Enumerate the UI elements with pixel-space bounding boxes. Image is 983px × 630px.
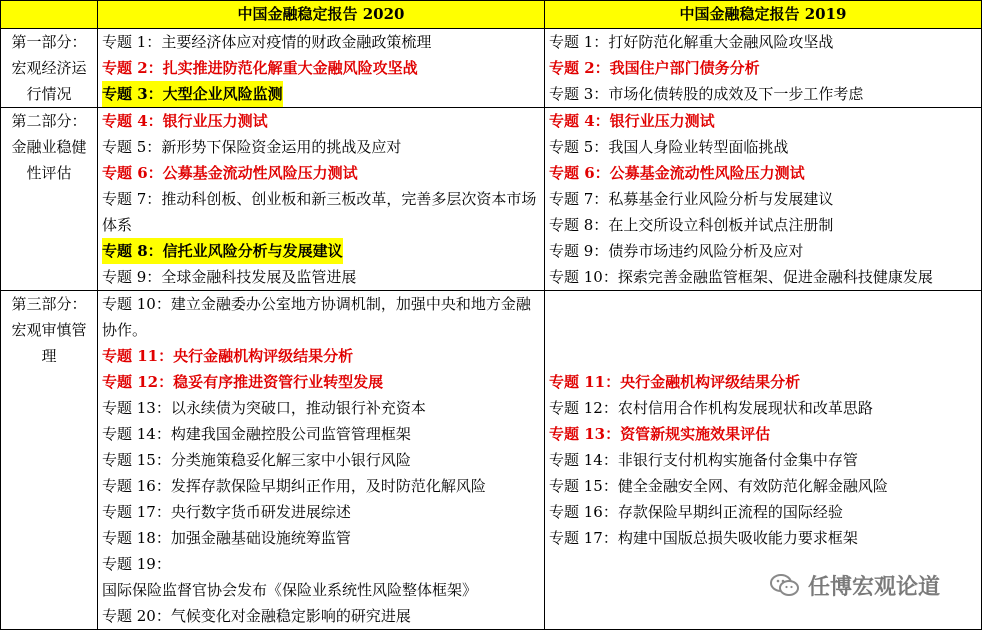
topic-title: 国际保险监督官协会发布《保险业系统性风险整体框架》 bbox=[102, 581, 478, 599]
topic-label: 专题 14： bbox=[549, 451, 618, 469]
topic-2019-12 bbox=[549, 395, 977, 421]
topic-2020-4 bbox=[102, 108, 540, 134]
topic-title: 构建我国金融控股公司监管管理框架 bbox=[170, 425, 411, 443]
topic-title: 银行业压力测试 bbox=[609, 112, 715, 130]
topic-label: 专题 19： bbox=[102, 555, 171, 573]
topic-label: 专题 13： bbox=[102, 399, 171, 417]
topic-label: 专题 11： bbox=[549, 373, 621, 391]
section-label-part2: 第二部分：金融业稳健性评估 bbox=[1, 108, 98, 291]
topic-label: 专题 3： bbox=[102, 85, 163, 103]
topic-label: 专题 1： bbox=[549, 33, 609, 51]
topic-label: 专题 12： bbox=[102, 373, 174, 391]
topic-label: 专题 15： bbox=[102, 451, 171, 469]
topic-2019-5 bbox=[549, 134, 977, 160]
watermark bbox=[770, 570, 940, 601]
topic-2019-4 bbox=[549, 108, 977, 134]
topic-2020-16 bbox=[102, 473, 540, 499]
topic-label: 专题 10： bbox=[102, 295, 171, 313]
topic-label: 专题 4： bbox=[549, 112, 610, 130]
topic-2019-10 bbox=[549, 264, 977, 290]
cell-2020-part2 bbox=[98, 108, 545, 291]
topic-title: 存款保险早期纠正流程的国际经验 bbox=[617, 503, 843, 521]
topic-title: 全球金融科技发展及监管进展 bbox=[161, 268, 357, 286]
topic-title: 公募基金流动性风险压力测试 bbox=[162, 164, 358, 182]
topic-2020-15 bbox=[102, 447, 540, 473]
topic-title: 非银行支付机构实施备付金集中存管 bbox=[617, 451, 858, 469]
wechat-icon bbox=[770, 573, 800, 599]
topic-2020-7 bbox=[102, 186, 540, 238]
header-2019: 中国金融稳定报告 2019 bbox=[545, 1, 982, 29]
cell-2019-part2 bbox=[545, 108, 982, 291]
topic-label: 专题 2： bbox=[102, 59, 163, 77]
topic-2019-11 bbox=[549, 369, 977, 395]
topic-2020-18 bbox=[102, 525, 540, 551]
topic-2020-14 bbox=[102, 421, 540, 447]
topic-2019-3 bbox=[549, 81, 977, 107]
topic-2019-7 bbox=[549, 186, 977, 212]
cell-2020-part1 bbox=[98, 29, 545, 108]
topic-2020-17 bbox=[102, 499, 540, 525]
topic-label: 专题 1： bbox=[102, 33, 162, 51]
topic-title: 健全金融安全网、有效防范化解金融风险 bbox=[617, 477, 888, 495]
topic-title: 稳妥有序推进资管行业转型发展 bbox=[173, 373, 384, 391]
topic-2019-1 bbox=[549, 29, 977, 55]
topic-label: 专题 9： bbox=[549, 242, 609, 260]
topic-title: 新形势下保险资金运用的挑战及应对 bbox=[161, 138, 402, 156]
topic-label: 专题 9： bbox=[102, 268, 162, 286]
topic-title: 农村信用合作机构发展现状和改革思路 bbox=[617, 399, 873, 417]
topic-label: 专题 7： bbox=[102, 190, 162, 208]
topic-title: 我国住户部门债务分析 bbox=[609, 59, 760, 77]
topic-title: 构建中国版总损失吸收能力要求框架 bbox=[617, 529, 858, 547]
topic-2020-2 bbox=[102, 55, 540, 81]
topic-2019-14 bbox=[549, 447, 977, 473]
topic-title: 大型企业风险监测 bbox=[162, 85, 283, 103]
topic-2020-9 bbox=[102, 264, 540, 290]
topic-title: 建立金融委办公室地方协调机制，加强中央和地方金融协作。 bbox=[102, 295, 531, 339]
topic-2019-16 bbox=[549, 499, 977, 525]
topic-title: 探索完善金融监管框架、促进金融科技健康发展 bbox=[617, 268, 933, 286]
section-label-part1: 第一部分：宏观经济运行情况 bbox=[1, 29, 98, 108]
topic-title: 发挥存款保险早期纠正作用，及时防范化解风险 bbox=[170, 477, 486, 495]
topic-title: 央行金融机构评级结果分析 bbox=[173, 347, 354, 365]
topic-2020-20 bbox=[102, 603, 540, 629]
topic-2020-12 bbox=[102, 369, 540, 395]
topic-title: 央行数字货币研发进展综述 bbox=[170, 503, 351, 521]
topic-2019-9 bbox=[549, 238, 977, 264]
cell-2020-part3 bbox=[98, 291, 545, 630]
topic-2020-1 bbox=[102, 29, 540, 55]
topic-2019-8 bbox=[549, 212, 977, 238]
topic-2019-15 bbox=[549, 473, 977, 499]
topic-2020-19 bbox=[102, 551, 540, 603]
topic-label: 专题 17： bbox=[549, 529, 618, 547]
section-row-part1 bbox=[1, 29, 982, 108]
topic-title: 我国人身险业转型面临挑战 bbox=[608, 138, 789, 156]
topic-title: 以永续债为突破口，推动银行补充资本 bbox=[170, 399, 426, 417]
spacer bbox=[549, 317, 977, 343]
watermark-text: 任博宏观论道 bbox=[808, 575, 941, 600]
topic-2020-13 bbox=[102, 395, 540, 421]
topic-title: 央行金融机构评级结果分析 bbox=[620, 373, 801, 391]
topic-title: 公募基金流动性风险压力测试 bbox=[609, 164, 805, 182]
topic-2020-6 bbox=[102, 160, 540, 186]
header-2020: 中国金融稳定报告 2020 bbox=[98, 1, 545, 29]
topic-label: 专题 8： bbox=[549, 216, 609, 234]
topic-label: 专题 4： bbox=[102, 112, 163, 130]
topic-label: 专题 5： bbox=[102, 138, 162, 156]
topic-title: 债券市场违约风险分析及应对 bbox=[608, 242, 804, 260]
topic-label: 专题 12： bbox=[549, 399, 618, 417]
topic-title: 加强金融基础设施统筹监管 bbox=[170, 529, 351, 547]
topic-title: 资管新规实施效果评估 bbox=[620, 425, 771, 443]
topic-label: 专题 8： bbox=[102, 242, 163, 260]
section-row-part2 bbox=[1, 108, 982, 291]
topic-title: 市场化债转股的成效及下一步工作考虑 bbox=[608, 85, 864, 103]
topic-2019-2 bbox=[549, 55, 977, 81]
topic-title: 推动科创板、创业板和新三板改革，完善多层次资本市场体系 bbox=[102, 190, 537, 234]
topic-label: 专题 6： bbox=[102, 164, 163, 182]
topic-label: 专题 18： bbox=[102, 529, 171, 547]
topic-label: 专题 7： bbox=[549, 190, 609, 208]
topic-label: 专题 10： bbox=[549, 268, 618, 286]
topic-title: 在上交所设立科创板并试点注册制 bbox=[608, 216, 834, 234]
cell-2019-part1 bbox=[545, 29, 982, 108]
topic-label: 专题 16： bbox=[549, 503, 618, 521]
topic-label: 专题 17： bbox=[102, 503, 171, 521]
topic-2020-8 bbox=[102, 238, 540, 264]
topic-label: 专题 16： bbox=[102, 477, 171, 495]
topic-label: 专题 11： bbox=[102, 347, 174, 365]
topic-label: 专题 14： bbox=[102, 425, 171, 443]
topic-title: 分类施策稳妥化解三家中小银行风险 bbox=[170, 451, 411, 469]
topic-2020-10 bbox=[102, 291, 540, 343]
topic-2020-11 bbox=[102, 343, 540, 369]
topic-2019-13 bbox=[549, 421, 977, 447]
topic-label: 专题 2： bbox=[549, 59, 610, 77]
topic-title: 银行业压力测试 bbox=[162, 112, 268, 130]
topic-2020-3 bbox=[102, 81, 540, 107]
topic-2020-5 bbox=[102, 134, 540, 160]
header-corner-cell bbox=[1, 1, 98, 29]
topic-title: 信托业风险分析与发展建议 bbox=[162, 242, 343, 260]
topic-label: 专题 6： bbox=[549, 164, 610, 182]
topic-label: 专题 3： bbox=[549, 85, 609, 103]
topic-title: 气候变化对金融稳定影响的研究进展 bbox=[170, 607, 411, 625]
topic-2019-6 bbox=[549, 160, 977, 186]
topic-label: 专题 5： bbox=[549, 138, 609, 156]
topic-title: 扎实推进防范化解重大金融风险攻坚战 bbox=[162, 59, 418, 77]
topic-title: 私募基金行业风险分析与发展建议 bbox=[608, 190, 834, 208]
section-label-part3: 第三部分：宏观审慎管理 bbox=[1, 291, 98, 630]
topic-2019-17 bbox=[549, 525, 977, 551]
topic-label: 专题 20： bbox=[102, 607, 171, 625]
topic-label: 专题 15： bbox=[549, 477, 618, 495]
topic-title: 主要经济体应对疫情的财政金融政策梳理 bbox=[161, 33, 432, 51]
spacer bbox=[549, 343, 977, 369]
header-row bbox=[1, 1, 982, 29]
spacer bbox=[549, 291, 977, 317]
topic-label: 专题 13： bbox=[549, 425, 621, 443]
topic-title: 打好防范化解重大金融风险攻坚战 bbox=[608, 33, 834, 51]
